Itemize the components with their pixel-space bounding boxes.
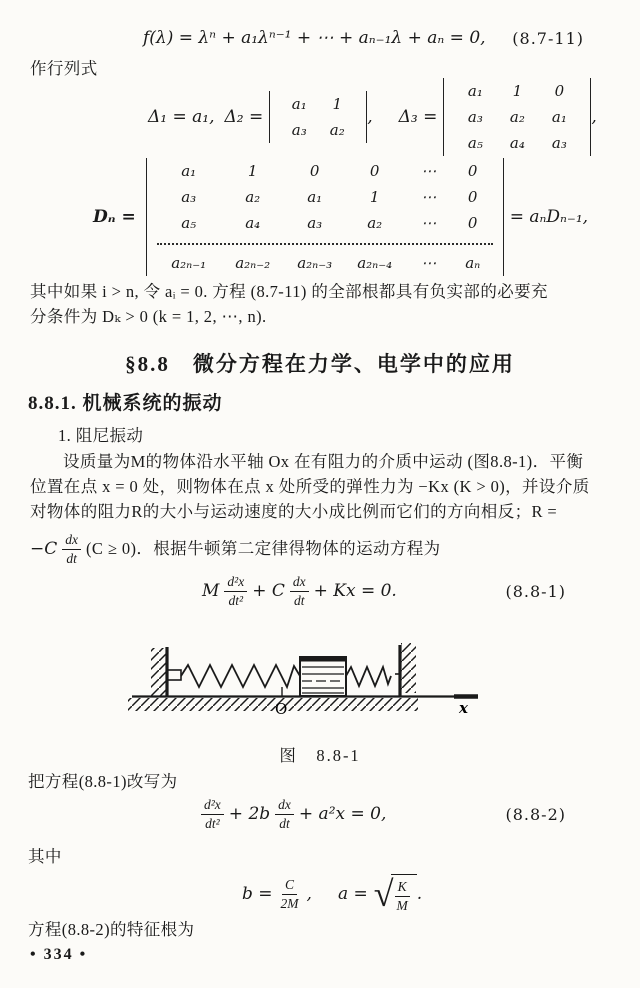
dn-determinant (146, 158, 504, 276)
damping-term: + 2b (228, 804, 271, 824)
matrix-row (454, 134, 580, 152)
square-root (374, 874, 417, 913)
matrix-cell: a₃ (291, 121, 307, 139)
matrix-cell: ⋯ (421, 162, 437, 180)
make-determinants-label: 作行列式 (30, 59, 98, 78)
page-number: • 334 • (30, 946, 88, 963)
matrix-cell: a₁ (467, 82, 483, 100)
matrix-cell: a₂ₙ₋₃ (297, 254, 333, 272)
ground-hatching (128, 698, 418, 711)
matrix-cell: 0 (309, 162, 320, 180)
a-lhs: a = (337, 884, 368, 904)
radical-sign: √ (373, 873, 394, 914)
matrix-row (157, 254, 493, 272)
spring-term: + Kx = 0. (313, 581, 397, 601)
left-anchor-block (167, 670, 181, 680)
dx-dt-fraction: $\frac{dx}{dt}$ (62, 532, 81, 566)
characteristic-roots-lead-in: 方程(8.8-2)的特征根为 (28, 920, 195, 939)
matrix-cell: a₁ (181, 162, 197, 180)
list-item-damped-vibration: 1. 阻尼振动 (58, 426, 144, 445)
dn-rhs: = aₙDₙ₋₁, (509, 207, 589, 227)
dn-lhs: Dₙ = (93, 207, 136, 227)
matrix-cell: a₁ (291, 95, 307, 113)
period: . (416, 884, 423, 904)
condition-line-2: 分条件为 Dₖ > 0 (k = 1, 2, ⋯, n). (30, 306, 267, 326)
matrix-cell: 1 (247, 162, 258, 180)
delta2-lhs: Δ₂ = (224, 107, 264, 127)
origin-label: O (275, 700, 288, 718)
matrix-cell: a₄ (509, 134, 525, 152)
matrix-cell: a₂ₙ₋₁ (171, 254, 207, 272)
equation-number-8-7-11: (8.7-11) (512, 29, 584, 48)
matrix-cell: 1 (332, 95, 343, 113)
among-which-label: 其中 (28, 847, 62, 866)
figure-caption: 图 8.8-1 (279, 746, 361, 765)
matrix-cell: 0 (554, 82, 565, 100)
matrix-cell: a₂ₙ₋₄ (357, 254, 393, 272)
matrix-cell: 0 (369, 162, 380, 180)
paragraph-line: 设质量为M的物体沿水平轴 Ox 在有阻力的介质中运动 (图8.8-1)．平衡 (63, 452, 584, 471)
paragraph-line: 对物体的阻力R的大小与运动速度的大小成比例而它们的方向相反；R = (30, 501, 558, 521)
equation-8-8-2 (196, 793, 386, 835)
b-lhs: b = (242, 884, 273, 904)
matrix-row (280, 121, 356, 139)
matrix-cell: ⋯ (421, 188, 437, 206)
matrix-cell: a₂ (329, 121, 345, 139)
left-wall-hatching (151, 648, 166, 696)
dx-dt-fraction: $\frac{dx}{dt}$ (275, 797, 294, 831)
matrix-row (454, 108, 580, 126)
figure-spring-mass-system (78, 634, 498, 731)
mass-block (299, 657, 347, 696)
delta3-determinant (443, 78, 591, 156)
damping-term: + C (252, 581, 285, 601)
matrix-cell: 1 (369, 188, 380, 206)
rewrite-lead-in: 把方程(8.8-1)改写为 (28, 772, 178, 791)
matrix-cell: a₅ (181, 214, 197, 232)
subsection-heading: 8.8.1. 机械系统的振动 (28, 393, 223, 414)
matrix-cell: a₃ (467, 108, 483, 126)
matrix-cell: a₂ (509, 108, 525, 126)
matrix-row (280, 95, 356, 113)
matrix-cell: a₁ (551, 108, 567, 126)
delta2-determinant (269, 91, 367, 143)
right-spring (346, 667, 391, 686)
axis-label: x (459, 699, 468, 717)
right-wall (395, 643, 416, 697)
k-m-fraction: $\frac{K}{M}$ (396, 879, 408, 913)
condition-paragraph (30, 280, 615, 330)
coefficient-definitions (242, 872, 422, 916)
left-wall (151, 647, 181, 697)
matrix-cell: ⋯ (421, 254, 437, 272)
equation-number-8-8-2: (8.8-2) (505, 805, 566, 824)
paragraph-line-rest: (C ≥ 0)．根据牛顿第二定律得物体的运动方程为 (86, 538, 441, 558)
matrix-row (157, 188, 493, 206)
matrix-cell: 0 (467, 214, 478, 232)
paragraph-line-with-fraction (30, 528, 441, 570)
matrix-cell: a₂ₙ₋₂ (235, 254, 271, 272)
mass-symbol: M (202, 581, 220, 601)
matrix-cell: 0 (467, 162, 478, 180)
matrix-cell: aₙ (465, 254, 481, 272)
paragraph-line: 位置在点 x = 0 处，则物体在点 x 处所受的弹性力为 −Kx (K > 0)，并设介质 (30, 476, 590, 496)
matrix-row (454, 82, 580, 100)
polynomial-equation-body: f(λ) = λⁿ + a₁λⁿ⁻¹ + ⋯ + aₙ₋₁λ + aₙ = 0, (143, 28, 486, 48)
matrix-cell: a₁ (307, 188, 323, 206)
matrix-row (157, 162, 493, 180)
matrix-cell: a₅ (467, 134, 483, 152)
resistance-term: −C (30, 539, 58, 559)
dotted-row (157, 243, 493, 245)
matrix-cell: a₃ (551, 134, 567, 152)
c-2m-fraction: $\frac{C}{2M}$ (280, 876, 299, 911)
matrix-cell: 0 (467, 188, 478, 206)
matrix-cell: a₂ (245, 188, 261, 206)
delta3-lhs: Δ₃ = (398, 107, 438, 127)
d2x-dt2-fraction: $\frac{\text{d²x}}{\text{dt²}}$ (201, 797, 224, 831)
left-spring (181, 665, 300, 687)
right-wall-hatching (401, 643, 416, 693)
body-paragraph (30, 450, 618, 524)
equation-number-8-8-1: (8.8-1) (505, 582, 566, 601)
dx-dt-fraction: $\frac{dx}{dt}$ (290, 574, 309, 608)
matrix-cell: a₂ (367, 214, 383, 232)
dn-determinant-block (93, 155, 588, 279)
polynomial-equation (143, 28, 486, 48)
matrix-cell: ⋯ (421, 214, 437, 232)
matrix-cell: a₃ (181, 188, 197, 206)
delta2-comma: , (367, 107, 373, 127)
matrix-cell: 1 (512, 82, 523, 100)
delta3-comma: , (591, 107, 597, 127)
ground-line (128, 697, 478, 712)
d2x-dt2-fraction: $\frac{\text{d²x}}{\text{dt²}}$ (224, 574, 247, 608)
equation-8-8-1 (202, 570, 397, 612)
matrix-row (157, 214, 493, 232)
matrix-cell: a₄ (245, 214, 261, 232)
delta1-expression: Δ₁ = a₁, (148, 107, 215, 127)
matrix-cell: a₃ (307, 214, 323, 232)
condition-line-1: 其中如果 i > n, 令 aᵢ = 0. 方程 (8.7-11) 的全部根都具有负实部的必要充 (30, 282, 548, 301)
frequency-term: + a²x = 0, (298, 804, 387, 824)
section-heading: §8.8 微分方程在力学、电学中的应用 (125, 352, 515, 376)
comma: , (306, 884, 312, 904)
delta-determinants-row (148, 80, 597, 154)
